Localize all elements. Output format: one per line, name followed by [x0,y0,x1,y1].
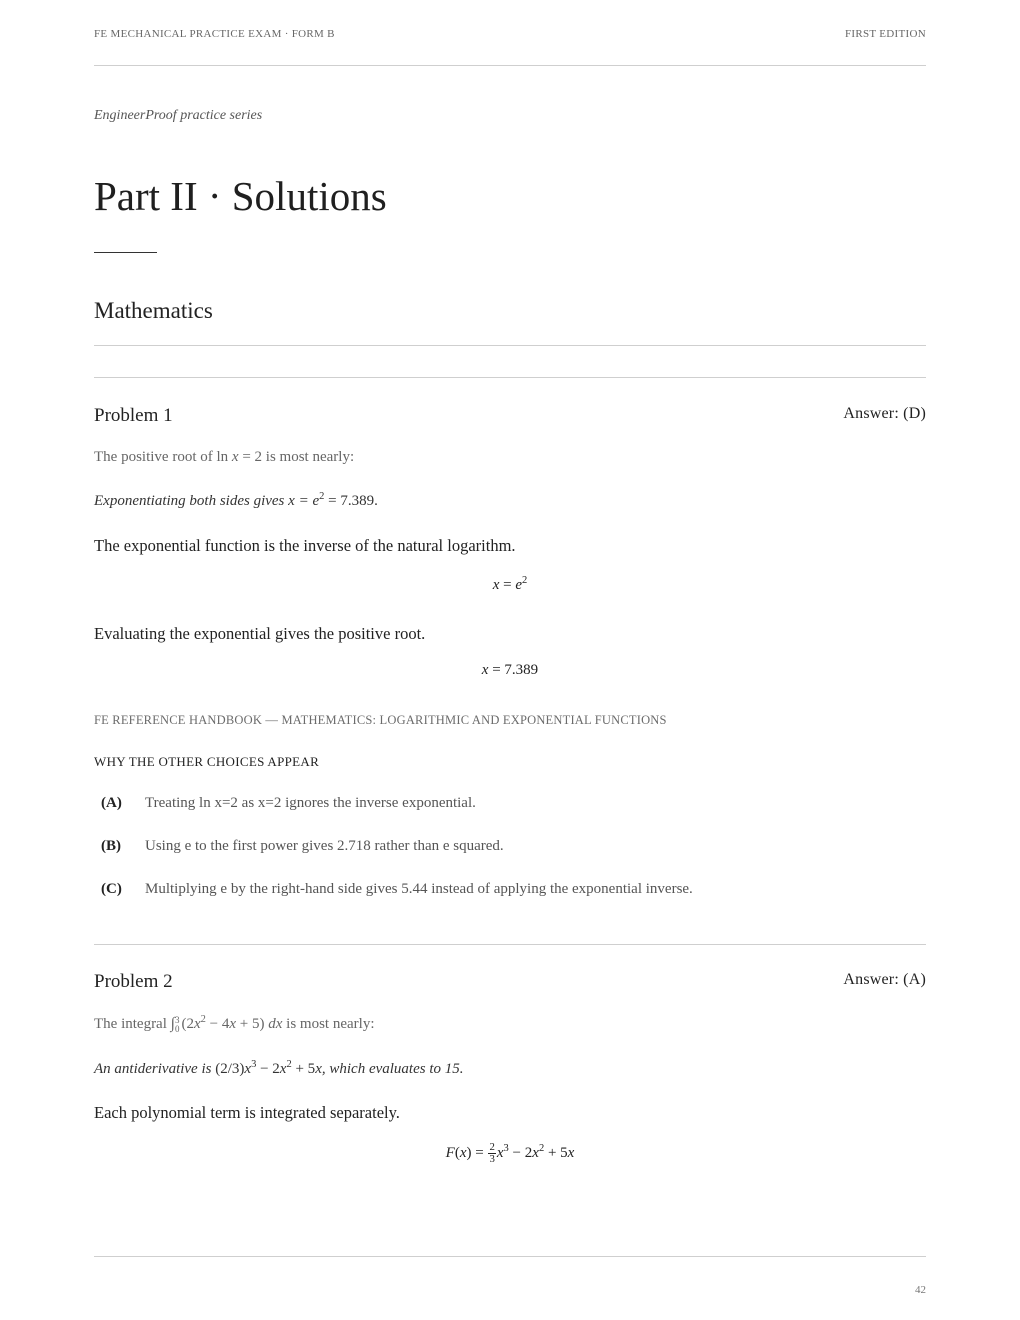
problem-2-summary-equation: $(2/3)x^3 - 2x^2 + 5x$ [215,1059,322,1077]
problem-1-step-2: Evaluating the exponential gives the positive root. [94,624,426,643]
problem-1-heading: Problem 1 [94,405,173,426]
problem-2-equation-1: F(x) = $\frac{2}{3}$ $x^3 - 2x^2 + 5x$ [445,1141,575,1165]
problem-1-summary-value: = 7.389. [328,493,378,509]
choice-letter: (B) [101,838,121,854]
problem-2-answer: Answer: (A) [843,971,926,988]
header-divider [94,65,926,66]
problem-2-step-1: Each polynomial term is integrated separately. [94,1103,400,1122]
section-divider [94,345,926,346]
section-title: Mathematics [94,298,213,323]
problem-2-stem [94,1014,375,1034]
problem-1-summary [94,491,378,510]
problem-1-why-label: WHY THE OTHER CHOICES APPEAR [94,754,320,769]
running-header [94,28,926,40]
problem-1-equation-1: $x = e^2$ [492,575,528,593]
choice-letter: (C) [101,881,122,897]
problem-2-stem-equation: ∫ 3 0 $(2x^2 - 4x + 5)$ dx [170,1014,283,1034]
problem-2-summary-prefix: An antiderivative is [94,1061,212,1077]
problem-2-stem-prefix: The integral [94,1016,167,1032]
problem-1-divider [94,377,926,378]
page [94,0,926,1320]
series-label: EngineerProof practice series [94,108,263,123]
problem-1-step-1: The exponential function is the inverse of the natural logarithm. [94,536,516,555]
part-title: Part II · Solutions [94,173,387,219]
problem-2-heading: Problem 2 [94,971,173,992]
running-header-right: FIRST EDITION [844,28,926,40]
choice-letter: (A) [101,795,122,811]
problem-1-stem [94,449,354,466]
problem-1-stem-suffix: is most nearly: [265,449,355,465]
problem-2-divider [94,944,926,945]
page-number: 42 [915,1284,926,1296]
problem-1-summary-equation: $x = e^2$ [288,491,325,509]
choice-text: Multiplying e by the right-hand side gives 5.44 instead of applying the exponential inverse. [145,881,693,897]
problem-1-reference: FE REFERENCE HANDBOOK — MATHEMATICS: LOGARITHMIC AND EXPONENTIAL FUNCTIONS [94,713,667,727]
choice-text: Treating ln x=2 as x=2 ignores the inverse exponential. [145,795,476,811]
problem-2-summary [94,1059,464,1078]
running-header-left: FE MECHANICAL PRACTICE EXAM · FORM B [94,28,335,40]
problem-1-summary-prefix: Exponentiating both sides gives [94,493,285,509]
problem-2-summary-suffix: , which evaluates to 15. [321,1061,464,1077]
problem-1-equation-2: x = 7.389 [481,662,539,678]
choice-text: Using e to the first power gives 2.718 rather than e squared. [145,838,504,854]
problem-1-answer: Answer: (D) [843,405,926,422]
footer-divider [94,1256,926,1257]
problem-1-stem-equation: ln x = 2 [216,449,263,465]
problem-2-stem-suffix: is most nearly: [286,1016,375,1032]
problem-1-stem-prefix: The positive root of [94,449,213,465]
title-rule [94,252,157,253]
